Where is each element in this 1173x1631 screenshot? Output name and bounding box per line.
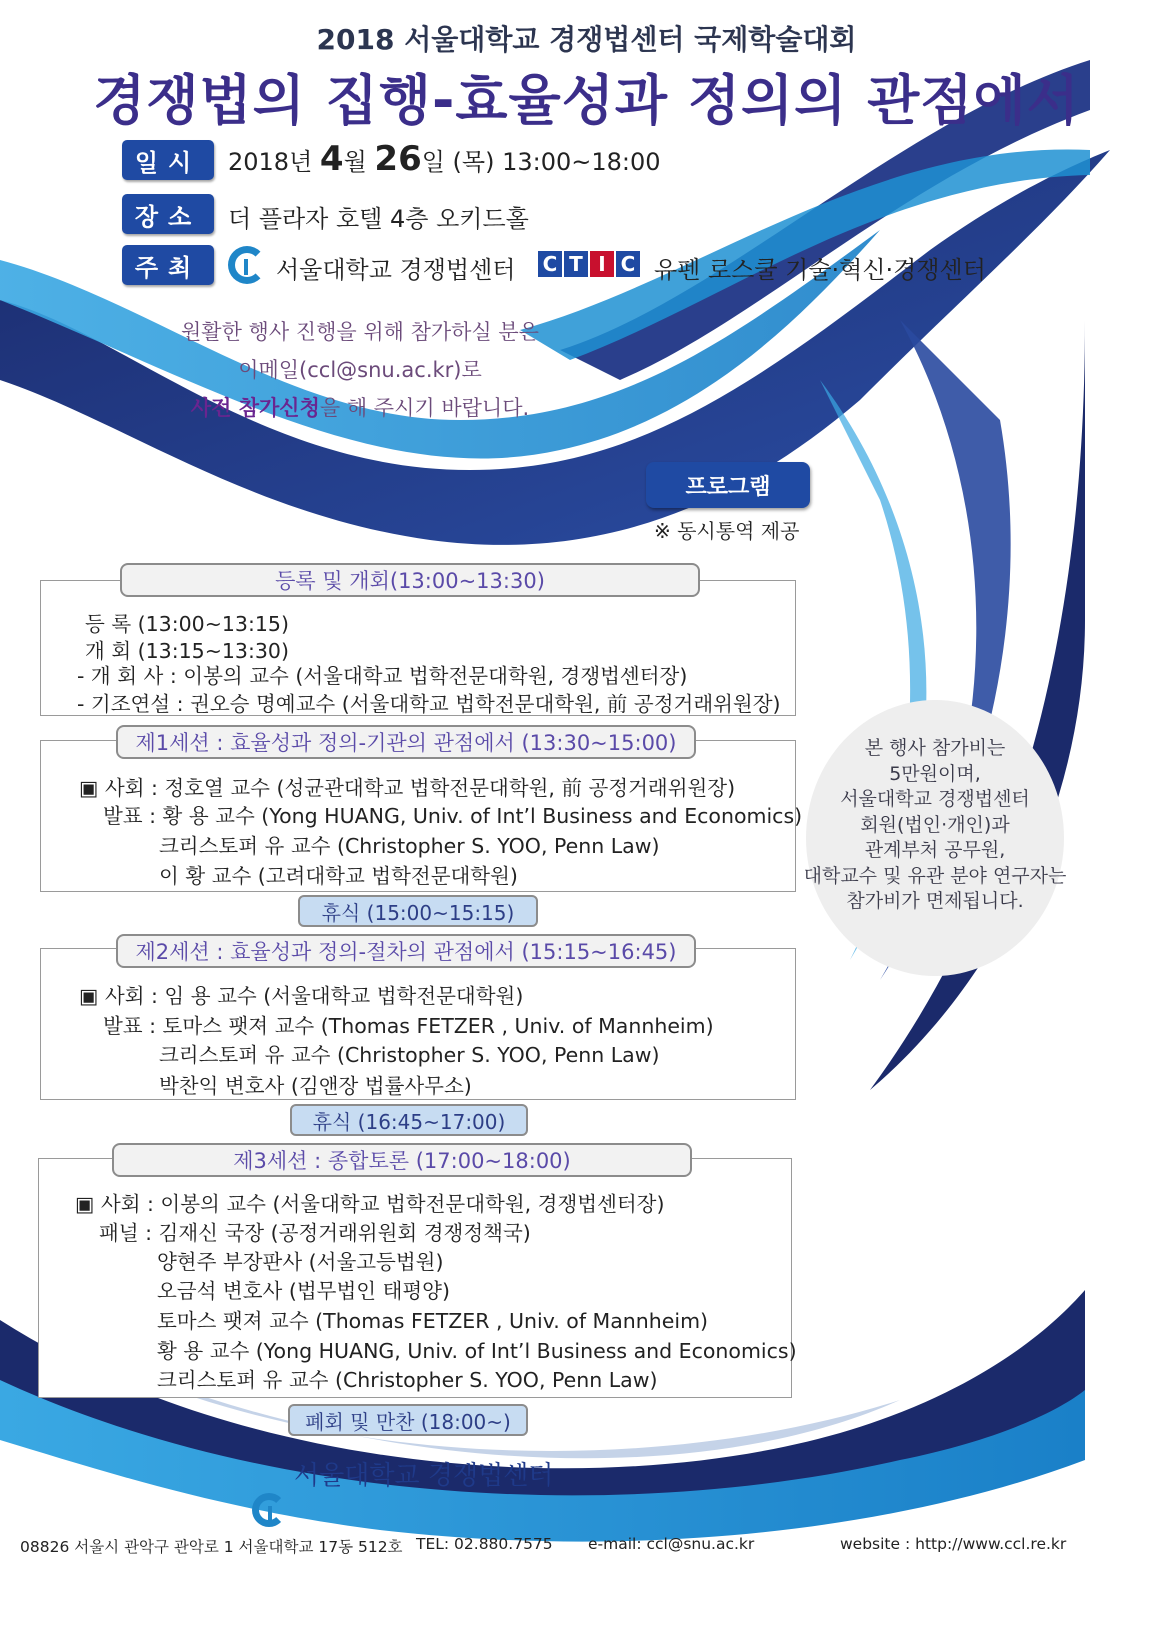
s2-line-2: 발표 : 토마스 팻져 교수 (Thomas FETZER , Univ. of Mannheim) xyxy=(103,1014,714,1038)
s3-line-5: 토마스 팻져 교수 (Thomas FETZER , Univ. of Mannheim) xyxy=(157,1309,709,1333)
footer-email[interactable]: e-mail: ccl@snu.ac.kr xyxy=(588,1535,755,1553)
date-day: 26 xyxy=(374,139,422,179)
date-suffix: 일 (목) 13:00~18:00 xyxy=(421,148,661,176)
host-tag: 주최 xyxy=(122,245,214,285)
s3-line-2: 패널 : 김재신 국장 (공정거래위원회 경쟁정책국) xyxy=(99,1221,531,1245)
notice-emphasis: 사전 참가신청 xyxy=(190,396,320,420)
interpretation-note: ※ 동시통역 제공 xyxy=(654,519,800,543)
footer-website[interactable]: website : http://www.ccl.re.kr xyxy=(840,1535,1067,1553)
s3-line-1: ▣ 사회 : 이봉의 교수 (서울대학교 법학전문대학원, 경쟁법센터장) xyxy=(75,1192,665,1216)
fee-line: 5만원이며, xyxy=(889,762,981,785)
s1-line-2: 발표 : 황 용 교수 (Yong HUANG, Univ. of Int’l Business and Economics) xyxy=(103,804,803,828)
ctic-letter: C xyxy=(616,251,640,277)
fee-line: 서울대학교 경쟁법센터 xyxy=(840,788,1030,810)
s3-line-7: 크리스토퍼 유 교수 (Christopher S. YOO, Penn Law) xyxy=(157,1368,658,1392)
ccl-logo-icon xyxy=(228,246,266,284)
fee-line: 관계부처 공무원, xyxy=(864,839,1006,861)
notice-line-3-rest: 을 해 주시기 바랍니다. xyxy=(319,396,530,420)
session2-section xyxy=(40,948,796,1100)
date-prefix: 2018년 xyxy=(228,148,320,176)
session2-header: 제2세션 : 효율성과 정의-절차의 관점에서 (15:15~16:45) xyxy=(116,934,696,968)
date-month: 4 xyxy=(319,139,344,179)
program-button[interactable]: 프로그램 xyxy=(646,462,810,508)
fee-line: 본 행사 참가비는 xyxy=(864,737,1006,759)
session3-header: 제3세션 : 종합토론 (17:00~18:00) xyxy=(112,1143,692,1177)
fee-line: 대학교수 및 유관 분야 연구자는 xyxy=(803,864,1067,887)
session1-header: 제1세션 : 효율성과 정의-기관의 관점에서 (13:30~15:00) xyxy=(116,725,696,759)
session1-section xyxy=(40,740,803,892)
notice-line-1: 원활한 행사 진행을 위해 참가하실 분은 xyxy=(181,320,539,344)
date-tag: 일시 xyxy=(122,140,214,180)
ctic-letter: T xyxy=(564,251,588,277)
footer-tel: TEL: 02.880.7575 xyxy=(416,1535,553,1553)
s3-line-3: 양현주 부장판사 (서울고등법원) xyxy=(157,1250,444,1274)
s1-line-3: 크리스토퍼 유 교수 (Christopher S. YOO, Penn Law) xyxy=(159,834,660,858)
host-ctic: 유펜 로스쿨 기술·혁신·경쟁센터 xyxy=(654,256,986,284)
break-2: 휴식 (16:45~17:00) xyxy=(290,1104,528,1136)
open-line-1: 등 록 (13:00~13:15) xyxy=(85,612,289,636)
ctic-logo xyxy=(538,251,640,277)
open-line-3: - 개 회 사 : 이봉의 교수 (서울대학교 법학전문대학원, 경쟁법센터장) xyxy=(77,664,688,688)
s1-line-1: ▣ 사회 : 정호열 교수 (성균관대학교 법학전문대학원, 前 공정거래위원장) xyxy=(79,776,736,800)
event-title: 경쟁법의 집행-효율성과 정의의 관점에서 xyxy=(93,69,1080,132)
date-month-unit: 월 xyxy=(343,148,375,176)
ctic-letter: C xyxy=(538,251,562,277)
s2-line-3: 크리스토퍼 유 교수 (Christopher S. YOO, Penn Law) xyxy=(159,1043,660,1067)
s3-line-6: 황 용 교수 (Yong HUANG, Univ. of Int’l Business and Economics) xyxy=(157,1339,797,1363)
notice-line-3 xyxy=(160,389,560,427)
place-tag: 장소 xyxy=(122,194,214,234)
ccl-logo-bottom-icon xyxy=(252,1493,286,1527)
s1-line-4: 이 황 교수 (고려대학교 법학전문대학원) xyxy=(159,864,518,888)
s3-line-4: 오금석 변호사 (법무법인 태평양) xyxy=(157,1279,450,1303)
fee-note xyxy=(800,736,1070,915)
fee-line: 참가비가 면제됩니다. xyxy=(846,890,1024,912)
s2-line-1: ▣ 사회 : 임 용 교수 (서울대학교 법학전문대학원) xyxy=(79,984,524,1008)
s2-line-4: 박찬익 변호사 (김앤장 법률사무소) xyxy=(159,1074,472,1098)
break-1: 휴식 (15:00~15:15) xyxy=(298,895,538,927)
opening-header: 등록 및 개회(13:00~13:30) xyxy=(120,563,700,597)
open-line-2: 개 회 (13:15~13:30) xyxy=(85,639,289,663)
registration-notice xyxy=(160,313,560,427)
notice-line-2: 이메일(ccl@snu.ac.kr)로 xyxy=(238,358,482,382)
closing-dinner: 폐회 및 만찬 (18:00~) xyxy=(288,1404,528,1436)
event-date xyxy=(228,134,661,187)
host-snu: 서울대학교 경쟁법센터 xyxy=(276,256,516,284)
event-subtitle: 2018 서울대학교 경쟁법센터 국제학술대회 xyxy=(316,23,857,56)
ctic-letter: I xyxy=(590,251,614,277)
open-line-4: - 기조연설 : 권오승 명예교수 (서울대학교 법학전문대학원, 前 공정거래위원장) xyxy=(77,692,781,716)
footer-address: 08826 서울시 관악구 관악로 1 서울대학교 17동 512호 xyxy=(20,1538,403,1556)
opening-section xyxy=(40,580,796,716)
fee-line: 회원(법인·개인)과 xyxy=(860,813,1010,836)
event-place: 더 플라자 호텔 4층 오키드홀 xyxy=(228,205,529,233)
bottom-logo-text: 서울대학교 경쟁법센터 xyxy=(294,1461,554,1491)
session3-section xyxy=(38,1158,797,1398)
